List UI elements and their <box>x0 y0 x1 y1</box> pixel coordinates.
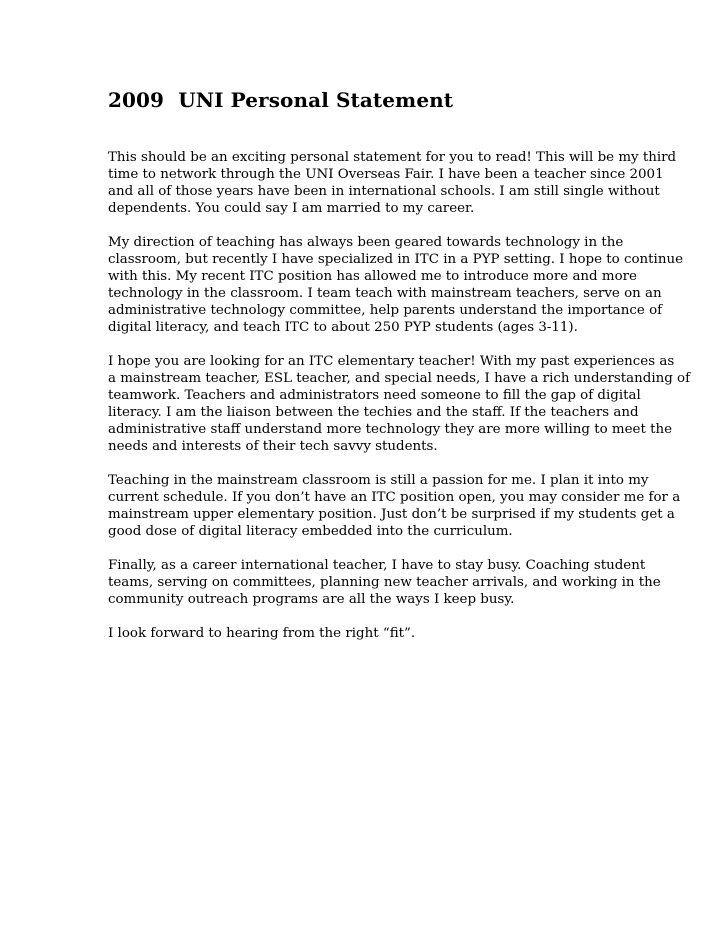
text-line: current schedule. If you don’t have an ITC position open, you may consider me for a <box>108 490 681 505</box>
paragraph-closing <box>108 625 628 642</box>
text-line: technology in the classroom. I team teach with mainstream teachers, serve on an <box>108 286 662 301</box>
text-line: teams, serving on committees, planning new teacher arrivals, and working in the <box>108 575 661 590</box>
text-line: I look forward to hearing from the right “fit”. <box>108 626 416 641</box>
text-line: good dose of digital literacy embedded into the curriculum. <box>108 524 513 539</box>
text-line: literacy. I am the liaison between the techies and the staff. If the teachers and <box>108 405 639 420</box>
text-line: My direction of teaching has always been geared towards technology in the <box>108 235 624 250</box>
paragraph-experience <box>108 353 691 455</box>
document-title: 2009 UNI Personal Statement <box>108 88 454 112</box>
text-line: dependents. You could say I am married to my career. <box>108 201 475 216</box>
text-line: needs and interests of their tech savvy students. <box>108 439 438 454</box>
text-line: and all of those years have been in international schools. I am still single without <box>108 184 660 199</box>
document-body <box>108 149 691 659</box>
paragraph-activities <box>108 557 661 608</box>
text-line: This should be an exciting personal statement for you to read! This will be my third <box>108 150 677 165</box>
text-line: administrative technology committee, help parents understand the importance of <box>108 303 663 318</box>
text-line: Teaching in the mainstream classroom is still a passion for me. I plan it into my <box>108 473 649 488</box>
text-line: Finally, as a career international teacher, I have to stay busy. Coaching student <box>108 558 646 573</box>
text-line: a mainstream teacher, ESL teacher, and special needs, I have a rich understanding of <box>108 371 691 386</box>
paragraph-teaching-direction <box>108 234 684 336</box>
text-line: administrative staff understand more technology they are more willing to meet the <box>108 422 673 437</box>
text-line: I hope you are looking for an ITC elementary teacher! With my past experiences as <box>108 354 675 369</box>
text-line: classroom, but recently I have specialized in ITC in a PYP setting. I hope to continue <box>108 252 684 267</box>
text-line: with this. My recent ITC position has allowed me to introduce more and more <box>108 269 637 284</box>
text-line: teamwork. Teachers and administrators need someone to fill the gap of digital <box>108 388 641 403</box>
text-line: mainstream upper elementary position. Just don’t be surprised if my students get a <box>108 507 675 522</box>
text-line: community outreach programs are all the ways I keep busy. <box>108 592 515 607</box>
paragraph-mainstream <box>108 472 681 540</box>
text-line: digital literacy, and teach ITC to about 250 PYP students (ages 3-11). <box>108 320 578 335</box>
text-line: time to network through the UNI Overseas Fair. I have been a teacher since 2001 <box>108 167 664 182</box>
paragraph-intro <box>108 149 677 217</box>
